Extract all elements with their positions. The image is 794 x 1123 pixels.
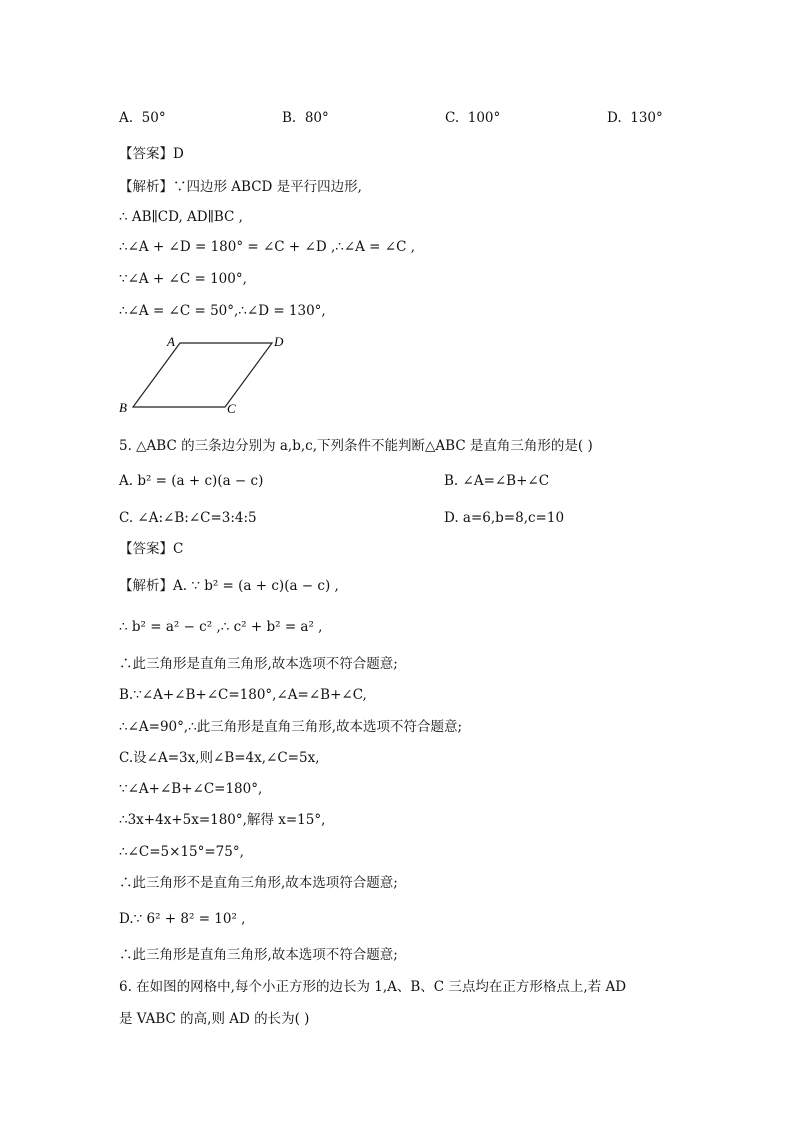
- q4-analysis-line: ∵∠A + ∠C = 100°,: [119, 271, 247, 287]
- parallelogram-shape: [133, 343, 272, 407]
- option-label: B.: [282, 110, 297, 126]
- option-value: 100°: [467, 110, 501, 126]
- option-label: C.: [445, 110, 460, 126]
- q4-analysis-line: ∴∠A + ∠D = 180° = ∠C + ∠D ,∴∠A = ∠C ,: [119, 239, 416, 255]
- option-label: A.: [119, 110, 134, 126]
- q5-option-d: D. a=6,b=8,c=10: [444, 510, 565, 526]
- q5-option-b: B. ∠A=∠B+∠C: [444, 473, 550, 489]
- q5-analysis-line: ∴此三角形是直角三角形,故本选项不符合题意;: [119, 947, 398, 963]
- parallelogram-figure: [115, 333, 295, 421]
- q5-analysis-line: B.∵∠A+∠B+∠C=180°,∠A=∠B+∠C,: [119, 687, 367, 703]
- option-value: 50°: [141, 110, 166, 126]
- q5-option-c: C. ∠A:∠B:∠C=3:4:5: [119, 510, 257, 526]
- q5-analysis-line: D.∵ 6² + 8² = 10² ,: [119, 911, 246, 927]
- q6-stem-line: 6. 在如图的网格中,每个小正方形的边长为 1,A、B、C 三点均在正方形格点上,若 AD: [119, 979, 627, 995]
- vertex-label-a: A: [167, 334, 175, 349]
- q5-answer: 【答案】C: [119, 541, 184, 557]
- option-label: D.: [607, 110, 622, 126]
- option-value: 130°: [630, 110, 663, 126]
- q5-analysis-line: ∴∠C=5×15°=75°,: [119, 844, 244, 860]
- q4-analysis-line: 【解析】∵四边形 ABCD 是平行四边形,: [119, 179, 362, 195]
- q5-analysis-line: ∴此三角形是直角三角形,故本选项不符合题意;: [119, 656, 398, 672]
- q4-option-b: [282, 109, 329, 127]
- q5-analysis-line: ∴ b² = a² − c² ,∴ c² + b² = a² ,: [119, 619, 323, 635]
- q5-analysis-line: C.设∠A=3x,则∠B=4x,∠C=5x,: [119, 750, 320, 766]
- vertex-label-d: D: [274, 334, 284, 349]
- q4-analysis-line: ∴ AB∥CD, AD∥BC ,: [119, 209, 243, 225]
- q5-analysis-line: ∴此三角形不是直角三角形,故本选项符合题意;: [119, 875, 398, 891]
- q4-answer: 【答案】D: [119, 146, 184, 162]
- vertex-label-b: B: [119, 400, 127, 415]
- option-value: 80°: [304, 110, 329, 126]
- q5-analysis-line: 【解析】A. ∵ b² = (a + c)(a − c) ,: [119, 578, 339, 594]
- q5-analysis-line: ∵∠A+∠B+∠C=180°,: [119, 781, 263, 797]
- q4-option-a: [119, 109, 166, 127]
- q4-analysis-line: ∴∠A = ∠C = 50°,∴∠D = 130°,: [119, 303, 326, 319]
- q5-analysis-line: ∴3x+4x+5x=180°,解得 x=15°,: [119, 812, 326, 828]
- q5-analysis-line: ∴∠A=90°,∴此三角形是直角三角形,故本选项不符合题意;: [119, 719, 463, 735]
- q6-stem-line: 是 VABC 的高,则 AD 的长为( ): [119, 1011, 310, 1027]
- q4-option-c: [445, 109, 500, 127]
- q4-option-d: [607, 109, 663, 127]
- q5-option-a: A. b² = (a + c)(a − c): [119, 473, 264, 489]
- vertex-label-c: C: [227, 401, 236, 416]
- q5-stem: 5. △ABC 的三条边分别为 a,b,c,下列条件不能判断△ABC 是直角三角形的是( ): [119, 438, 593, 454]
